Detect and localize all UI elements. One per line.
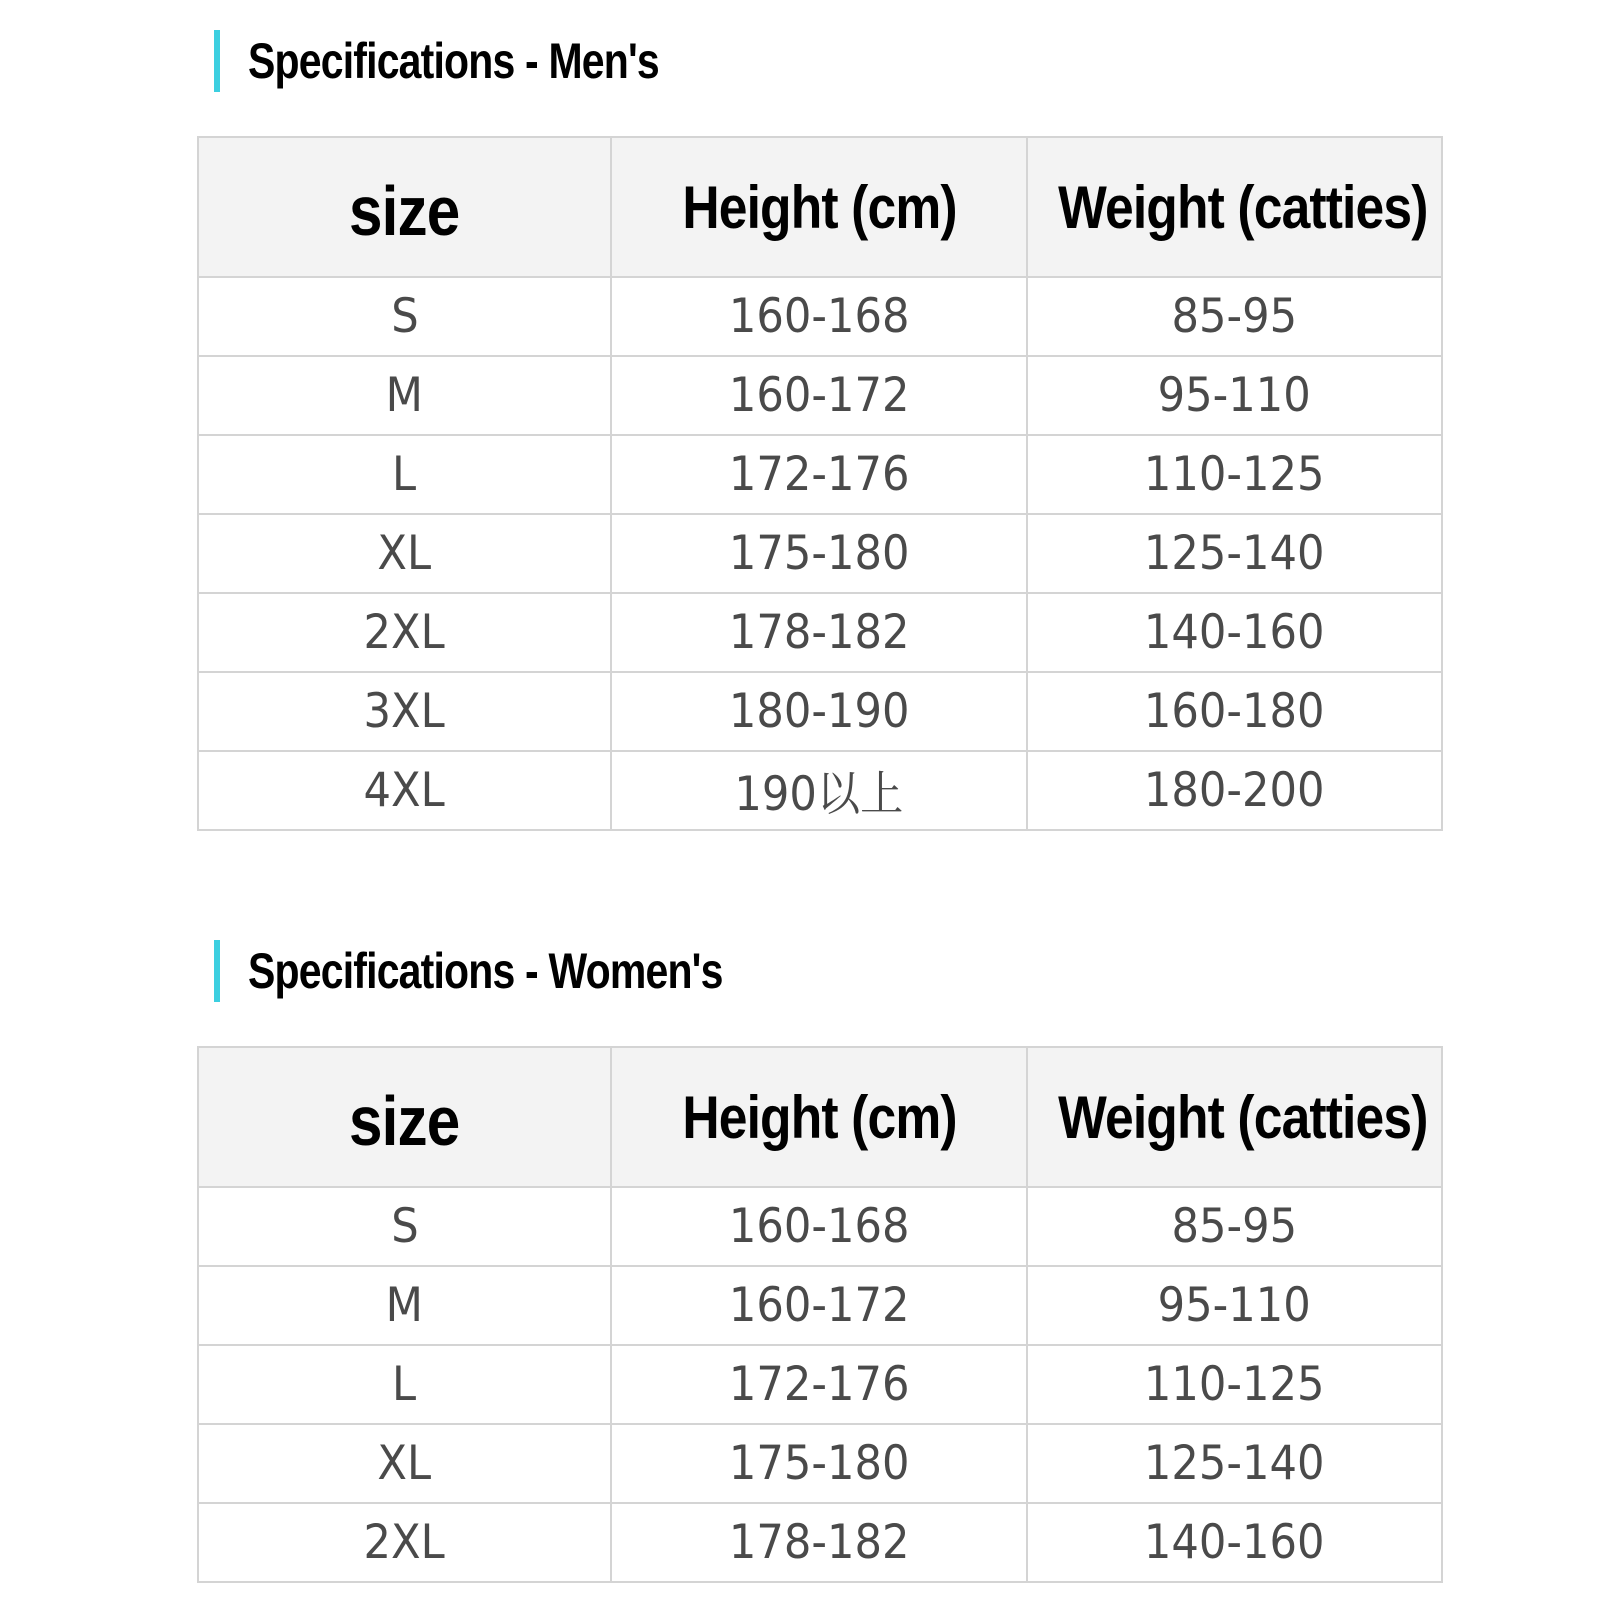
- size-cell: 2XL: [198, 593, 611, 672]
- height-cell: 180-190: [611, 672, 1027, 751]
- size-cell: M: [198, 1266, 611, 1345]
- weight-column-header: Weight (catties): [1027, 1047, 1442, 1187]
- table-row: [198, 277, 1442, 356]
- height-column-header: Height (cm): [611, 137, 1027, 277]
- size-cell: S: [198, 277, 611, 356]
- height-cell: 160-172: [611, 356, 1027, 435]
- size-cell: 2XL: [198, 1503, 611, 1582]
- table-row: [198, 1187, 1442, 1266]
- weight-cell: 95-110: [1027, 1266, 1442, 1345]
- womens-size-table: [197, 1046, 1443, 1583]
- size-cell: S: [198, 1187, 611, 1266]
- table-row: [198, 356, 1442, 435]
- height-cell: 160-172: [611, 1266, 1027, 1345]
- weight-cell: 125-140: [1027, 514, 1442, 593]
- height-cell: 160-168: [611, 277, 1027, 356]
- weight-cell: 180-200: [1027, 751, 1442, 830]
- weight-cell: 110-125: [1027, 1345, 1442, 1424]
- weight-column-header: Weight (catties): [1027, 137, 1442, 277]
- size-cell: L: [198, 435, 611, 514]
- size-cell: XL: [198, 1424, 611, 1503]
- table-row: [198, 1266, 1442, 1345]
- mens-size-table: [197, 136, 1443, 831]
- table-row: [198, 1424, 1442, 1503]
- height-column-header: Height (cm): [611, 1047, 1027, 1187]
- weight-cell: 160-180: [1027, 672, 1442, 751]
- height-cell: 175-180: [611, 514, 1027, 593]
- heading-accent-bar: [214, 940, 220, 1002]
- table-row: [198, 435, 1442, 514]
- size-cell: L: [198, 1345, 611, 1424]
- table-row: [198, 593, 1442, 672]
- womens-section-title: Specifications - Women's: [248, 943, 723, 999]
- weight-cell: 125-140: [1027, 1424, 1442, 1503]
- table-row: [198, 672, 1442, 751]
- table-row: [198, 514, 1442, 593]
- height-cell: 178-182: [611, 593, 1027, 672]
- table-row: [198, 1503, 1442, 1582]
- size-column-header: size: [198, 137, 611, 277]
- size-cell: XL: [198, 514, 611, 593]
- weight-cell: 85-95: [1027, 277, 1442, 356]
- table-header-row: [198, 1047, 1442, 1187]
- height-cell: 178-182: [611, 1503, 1027, 1582]
- table-row: [198, 1345, 1442, 1424]
- heading-accent-bar: [214, 30, 220, 92]
- size-cell: 4XL: [198, 751, 611, 830]
- size-cell: 3XL: [198, 672, 611, 751]
- height-cell: 172-176: [611, 1345, 1027, 1424]
- weight-cell: 110-125: [1027, 435, 1442, 514]
- size-column-header: size: [198, 1047, 611, 1187]
- womens-section-heading: [214, 940, 827, 1002]
- mens-section-title: Specifications - Men's: [248, 33, 659, 89]
- weight-cell: 85-95: [1027, 1187, 1442, 1266]
- weight-cell: 95-110: [1027, 356, 1442, 435]
- height-cell: 172-176: [611, 435, 1027, 514]
- table-row: [198, 751, 1442, 830]
- weight-cell: 140-160: [1027, 1503, 1442, 1582]
- height-cell: 160-168: [611, 1187, 1027, 1266]
- height-cell: 175-180: [611, 1424, 1027, 1503]
- weight-cell: 140-160: [1027, 593, 1442, 672]
- size-cell: M: [198, 356, 611, 435]
- height-cell: 190以上: [611, 751, 1027, 830]
- mens-section-heading: [214, 30, 749, 92]
- table-header-row: [198, 137, 1442, 277]
